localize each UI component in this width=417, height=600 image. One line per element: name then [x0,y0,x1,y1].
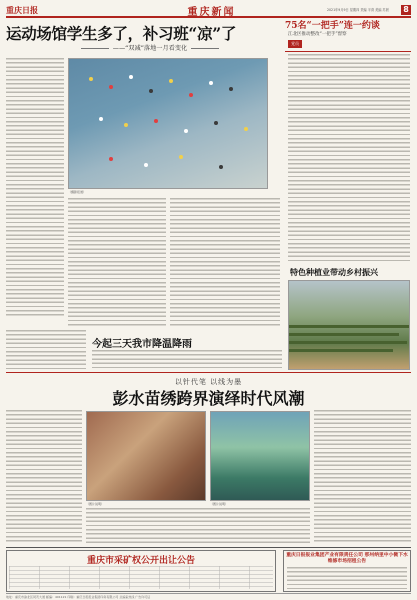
lead-body-right [170,198,280,326]
page-footer: 地址：重庆市渝北区同茂大道 邮编：401121 印刷：重庆日报报业集团印务有限公司 总编室热线 广告许可证 [6,593,411,599]
feature-body-right [314,410,411,544]
feature-body-left [6,410,82,544]
feature-photo-show [210,411,310,501]
section-title: 重庆新闻 [187,6,236,18]
mining-notice-title: 重庆市采矿权公开出让公告 [86,556,195,566]
page-number: 8 [401,5,411,15]
ad-divider [6,547,411,548]
mining-notice-ad [6,550,276,592]
lead-body-middle [68,198,166,326]
dateline: 2021年9月9日 星期四 责编 半湾 美编 苏晨 [327,8,389,12]
right-body [288,54,410,264]
newspaper-logo: 重庆日报 [6,4,38,15]
feature-kicker: 以针代笔 以线为墨 [174,378,243,386]
party-badge: 党员 [288,40,302,48]
weather-body-2 [92,350,282,370]
right-subhead: 江北区推动整改“一把手”督察 [288,32,347,37]
rental-notice-ad [283,550,411,592]
feature-body-mid [86,508,310,544]
lead-photo [68,58,268,189]
right-headline: 75名“一把手”连一约谈 [285,21,380,31]
feature-divider [6,372,411,373]
feature-caption-a: （图片说明） [86,502,105,506]
farm-headline: 特色种植业带动乡村振兴 [290,267,378,277]
feature-caption-b: （图片说明） [210,502,229,506]
weather-body [6,330,86,370]
lead-headline: 运动场馆学生多了，补习班“凉”了 [6,24,237,43]
lead-subhead: ——“双减”落地一月看变化 [70,43,230,52]
feature-headline: 彭水苗绣跨界演绎时代风潮 [112,389,305,408]
lead-photo-caption: （摄影报道） [68,190,87,194]
mining-notice-table [9,566,273,589]
rental-notice-title: 重庆日报报业集团产业有限责任公司 那州纳里中小微下水维修市场招租公告 [286,553,408,564]
farm-photo [288,280,410,370]
weather-headline: 今起三天我市降温降雨 [92,339,192,350]
lead-body-left [6,58,64,318]
feature-photo-embroidery [86,411,206,501]
rental-notice-body [287,567,407,589]
